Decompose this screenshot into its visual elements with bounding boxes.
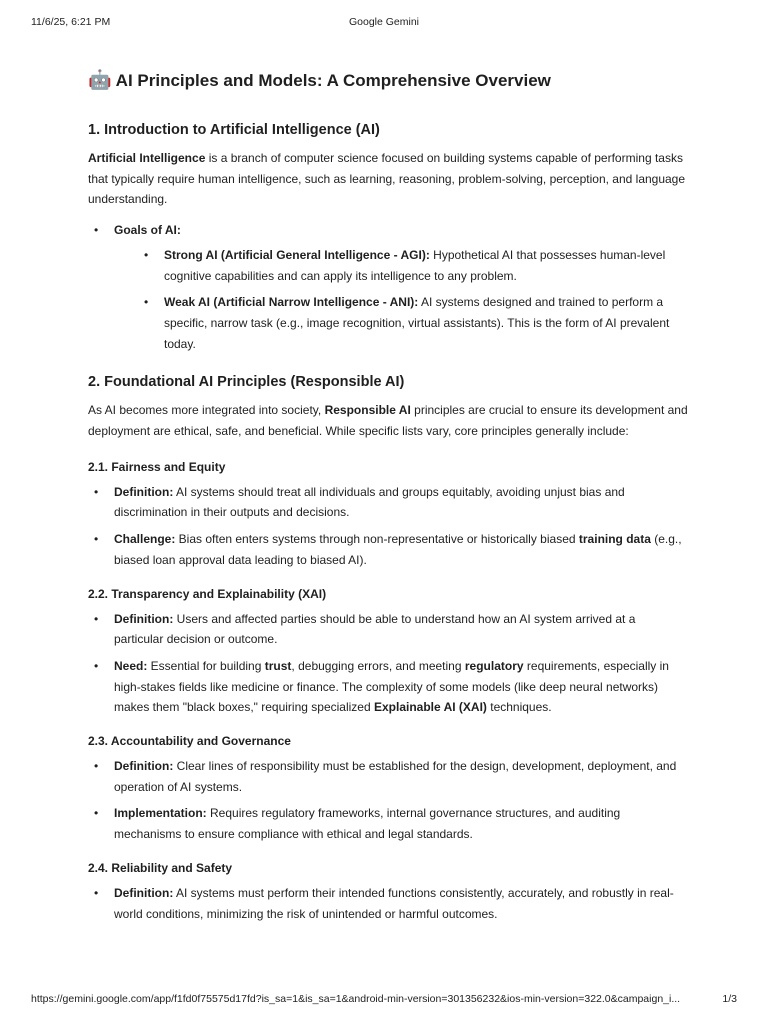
section-responsible-ai	[88, 370, 688, 441]
page-number: 1/3	[722, 993, 737, 1005]
subsection-reliability	[88, 859, 688, 924]
list-item: • Implementation: Requires regulatory frameworks, internal governance structures, and auditing mechanisms to ensure compliance with ethical and legal standards.	[88, 803, 688, 844]
list-item: • Definition: AI systems should treat all individuals and groups equitably, avoiding unjust bias and discrimination in their outputs and decisions.	[88, 482, 688, 523]
list-item: • Goals of AI: • Strong AI (Artificial General Intelligence - AGI): Hypothetical AI that possesses human-level cognitive capabilities and can apply its intelligence to any problem. • Weak AI (Artificial Narrow Intelligence - ANI): AI systems designed and trained to perform a specific, narrow task (e.g., image recognition, virtual assistants). This is the form of AI prevalent today.	[88, 220, 688, 354]
robot-icon: 🤖	[88, 70, 112, 91]
paragraph: As AI becomes more integrated into society, Responsible AI principles are crucial to ensure its development and deployment are ethical, safe, and beneficial. While specific lists vary, core principles generally include:	[88, 403, 688, 439]
list-item: • Definition: Users and affected parties should be able to understand how an AI system arrived at a particular decision or outcome.	[88, 609, 688, 650]
sub-list	[114, 245, 688, 355]
section-heading: 1. Introduction to Artificial Intelligence (AI)	[88, 122, 380, 138]
subsection-heading: 2.3. Accountability and Governance	[88, 734, 291, 749]
section-introduction	[88, 118, 688, 354]
bullet-list	[88, 756, 688, 845]
list-item: • Need: Essential for building trust, debugging errors, and meeting regulatory requirements, especially in high-stakes fields like medicine or finance. The complexity of some models (like deep neural networks) makes them "black boxes," requiring specialized Explainable AI (XAI) techniques.	[88, 656, 688, 718]
list-item: • Weak AI (Artificial Narrow Intelligence - ANI): AI systems designed and trained to perform a specific, narrow task (e.g., image recognition, virtual assistants). This is the form of AI prevalent today.	[114, 292, 688, 354]
document-title: 🤖 AI Principles and Models: A Comprehensive Overview	[88, 66, 688, 96]
print-title: Google Gemini	[348, 16, 420, 28]
subsection-heading: 2.4. Reliability and Safety	[88, 860, 233, 875]
subsection-fairness	[88, 458, 688, 571]
list-item: • Definition: Clear lines of responsibility must be established for the design, development, deployment, and operation of AI systems.	[88, 756, 688, 797]
list-item: • Definition: AI systems must perform their intended functions consistently, accurately, and robustly in real-world conditions, minimizing the risk of unintended or harmful outcomes.	[88, 883, 688, 924]
page-url: https://gemini.google.com/app/f1fd0f75575d17fd?is_sa=1&is_sa=1&android-min-version=301356232&ios-min-version=322.0&campaign_i...	[31, 993, 681, 1005]
print-datetime: 11/6/25, 6:21 PM	[31, 16, 111, 28]
subsection-accountability	[88, 732, 688, 845]
bullet-list	[88, 220, 688, 354]
list-item: • Challenge: Bias often enters systems through non-representative or historically biased training data (e.g., biased loan approval data leading to biased AI).	[88, 529, 688, 570]
document-body	[88, 66, 688, 938]
bullet-list	[88, 609, 688, 719]
list-item: • Strong AI (Artificial General Intelligence - AGI): Hypothetical AI that possesses human-level cognitive capabilities and can apply its intelligence to any problem.	[114, 245, 688, 286]
section-heading: 2. Foundational AI Principles (Responsible AI)	[88, 374, 405, 391]
subsection-transparency	[88, 585, 688, 719]
subsection-heading: 2.1. Fairness and Equity	[88, 459, 226, 474]
bullet-list	[88, 883, 688, 924]
subsection-heading: 2.2. Transparency and Explainability (XAI)	[88, 586, 327, 601]
bullet-list	[88, 482, 688, 571]
paragraph: Artificial Intelligence is a branch of computer science focused on building systems capable of performing tasks that typically require human intelligence, such as learning, reasoning, problem-solving, perception, and language understanding.	[88, 151, 686, 207]
